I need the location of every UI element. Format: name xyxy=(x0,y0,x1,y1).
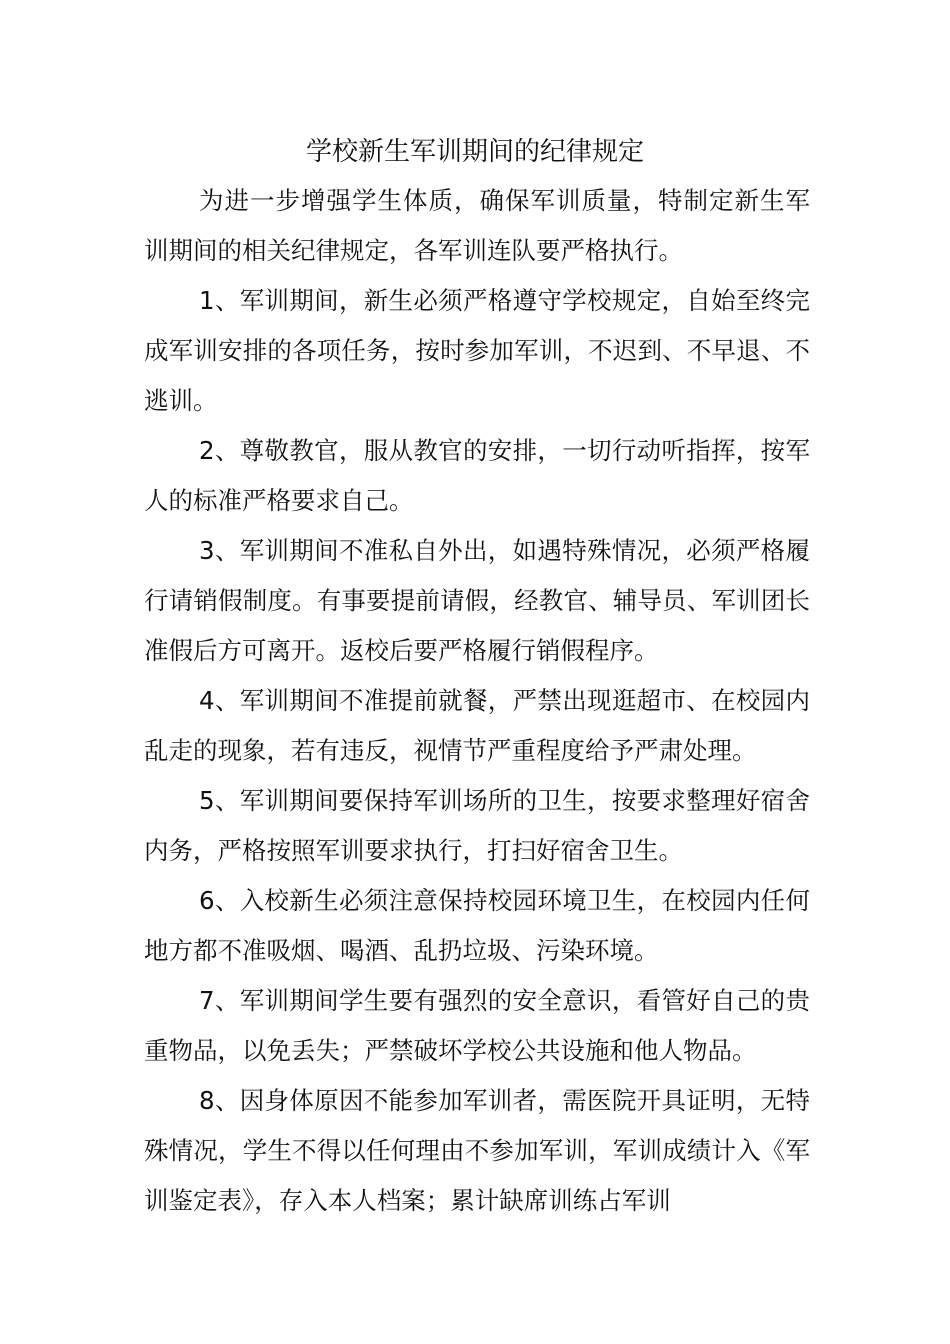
rule-paragraph-1: 1、军训期间，新生必须严格遵守学校规定，自始至终完成军训安排的各项任务，按时参加军训，不迟到、不早退、不逃训。 xyxy=(144,286,810,415)
rule-paragraph-7: 7、军训期间学生要有强烈的安全意识，看管好自己的贵重物品，以免丢失；严禁破坏学校公共设施和他人物品。 xyxy=(144,986,810,1065)
document-body xyxy=(144,176,810,1226)
rule-paragraph-2: 2、尊敬教官，服从教官的安排，一切行动听指挥，按军人的标准严格要求自己。 xyxy=(144,436,810,515)
rule-paragraph-3: 3、军训期间不准私自外出，如遇特殊情况，必须严格履行请销假制度。有事要提前请假，经教官、辅导员、军训团长准假后方可离开。返校后要严格履行销假程序。 xyxy=(144,536,810,665)
document-title: 学校新生军训期间的纪律规定 xyxy=(305,137,644,167)
intro-paragraph: 为进一步增强学生体质，确保军训质量，特制定新生军训期间的相关纪律规定，各军训连队要严格执行。 xyxy=(144,186,810,265)
rule-paragraph-6: 6、入校新生必须注意保持校园环境卫生，在校园内任何地方都不准吸烟、喝酒、乱扔垃圾、污染环境。 xyxy=(144,886,810,965)
rule-paragraph-8: 8、因身体原因不能参加军训者，需医院开具证明，无特殊情况，学生不得以任何理由不参加军训，军训成绩计入《军训鉴定表》，存入本人档案；累计缺席训练占军训 xyxy=(144,1086,810,1215)
rule-paragraph-5: 5、军训期间要保持军训场所的卫生，按要求整理好宿舍内务，严格按照军训要求执行，打扫好宿舍卫生。 xyxy=(144,786,810,865)
rule-paragraph-4: 4、军训期间不准提前就餐，严禁出现逛超市、在校园内乱走的现象，若有违反，视情节严重程度给予严肃处理。 xyxy=(144,686,810,765)
